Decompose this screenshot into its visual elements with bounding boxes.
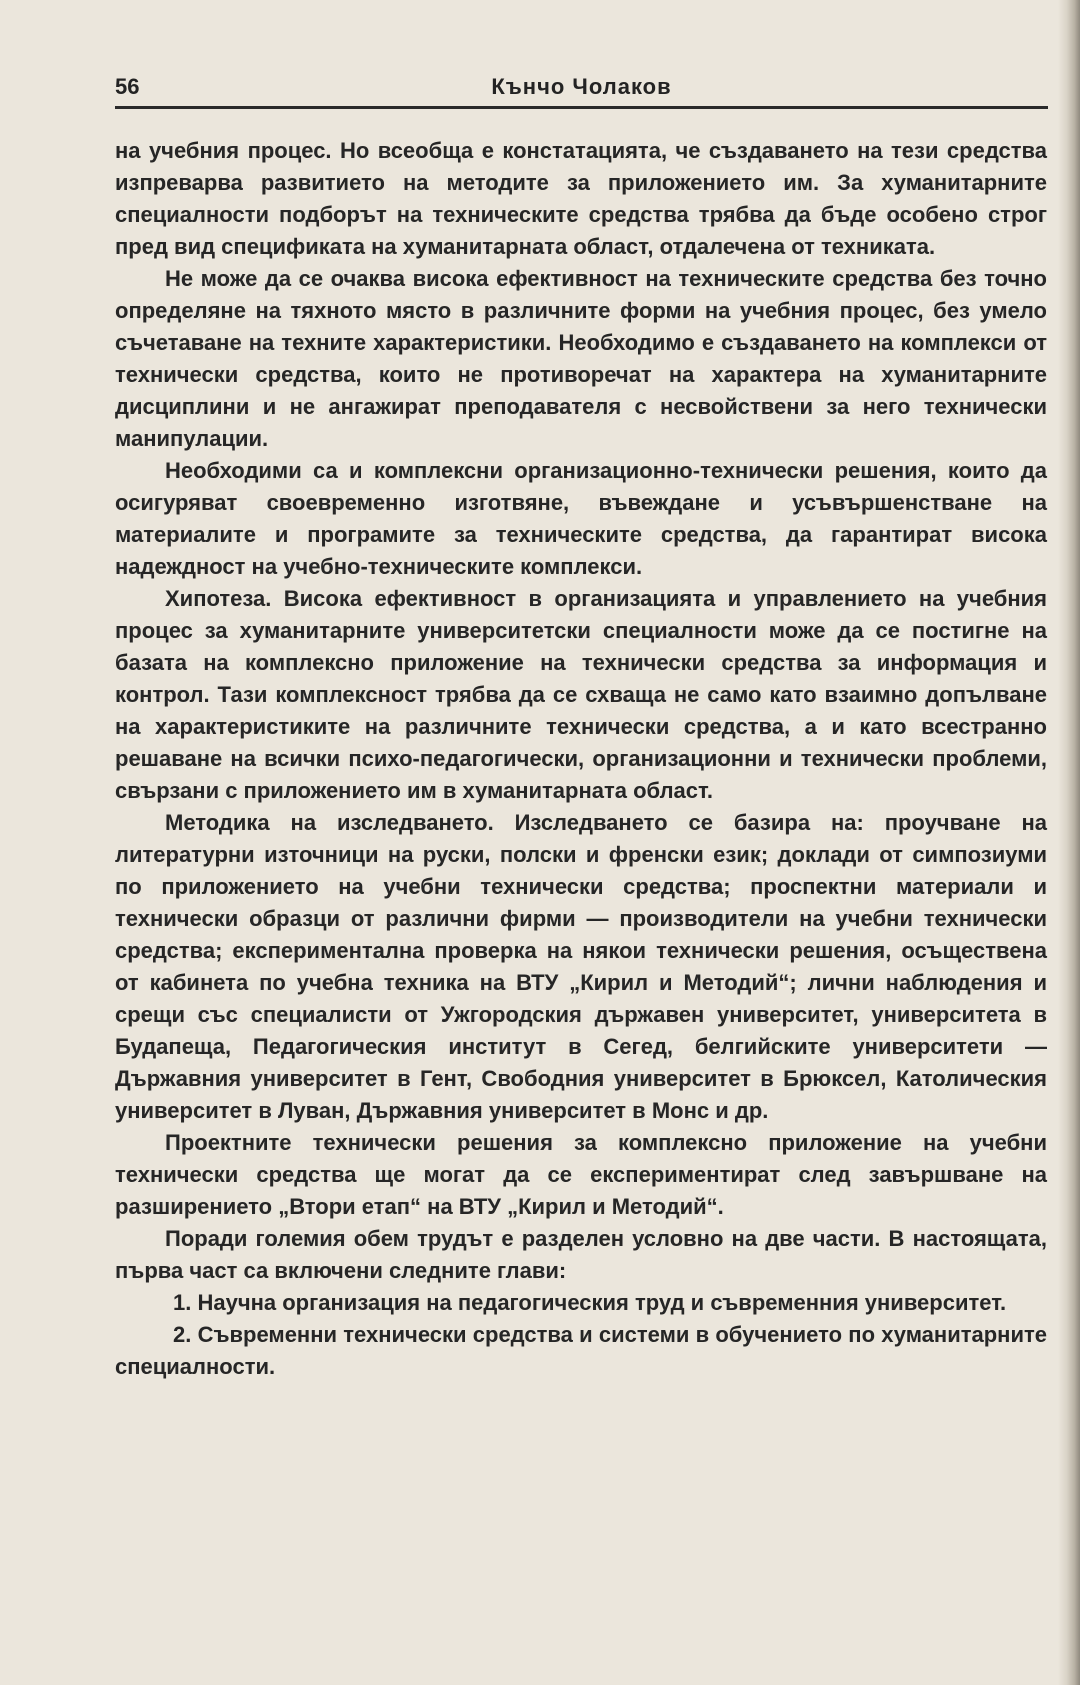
paragraph-methodology: Методика на изследването. Изследването се базира на: проучване на литературни източници на руски, полски и френски език; доклади от симпозиуми по приложението на учебни технически средства; проспектни материали и технически образци от различни фирми — производители на учебни технически средства; експериментална проверка на някои технически решения, осъществена от кабинета по учебна техника на ВТУ „Кирил и Методий“; лични наблюдения и срещи със специалисти от Ужгородския държавен университет, университета в Будапеща, Педагогическия институт в Сегед, белгийските университети — Държавния университет в Гент, Свободния университет в Брюксел, Католическия университет в Луван, Държавния университет в Монс и др. [115,810,1047,1123]
page-number: 56 [115,74,140,99]
paragraph-structure: Поради големия обем трудът е разделен условно на две части. В настоящата, първа част са включени следните глави: [115,1226,1047,1283]
chapter-list-item-1: 1. Научна организация на педагогическия труд и съвременния университет. [173,1290,1007,1315]
paragraph-hypothesis: Хипотеза. Висока ефективност в организацията и управлението на учебния процес за хуманитарните университетски специалности може да се постигне на базата на комплексно приложение на технически средства за информация и контрол. Тази комплексност трябва да се схваща не само като взаимно допълване на характеристиките на различните технически средства, а и като всестранно решаване на всички психо-педагогически, организационни и технически проблеми, свързани с приложението им в хуманитарната област. [115,586,1047,803]
paragraph-effectiveness: Не може да се очаква висока ефективност на техническите средства без точно определяне на тяхното място в различните форми на учебния процес, без умело съчетаване на техните характеристики. Необходимо е създаването на комплекси от технически средства, които не противоречат на характера на хуманитарните дисциплини и не ангажират преподавателя с несвойствени за него технически манипулации. [115,266,1047,451]
paragraph-continuation: на учебния процес. Но всеобща е констатацията, че създаването на тези средства изпреварва развитието на методите за приложението им. За хуманитарните специалности подборът на техническите средства трябва да бъде особено строг пред вид спецификата на хуманитарната област, отдалечена от техниката. [115,138,1047,259]
chapter-list-item-2: 2. Съвременни технически средства и системи в обучението по хуманитарните специалности. [115,1322,1047,1379]
running-head-author: Кънчо Чолаков [491,74,672,99]
paragraph-project-solutions: Проектните технически решения за комплексно приложение на учебни технически средства ще могат да се експериментират след завършване на разширението „Втори етап“ на ВТУ „Кирил и Методий“. [115,1130,1047,1219]
paragraph-organizational-solutions: Необходими са и комплексни организационно-технически решения, които да осигуряват своевременно изготвяне, въвеждане и усъвършенстване на материалите и програмите за техническите средства, да гарантират висока надеждност на учебно-техническите комплекси. [115,458,1047,579]
page-edge-shadow [1058,0,1080,1685]
body-text [115,135,1047,1383]
page-header [115,72,1048,109]
